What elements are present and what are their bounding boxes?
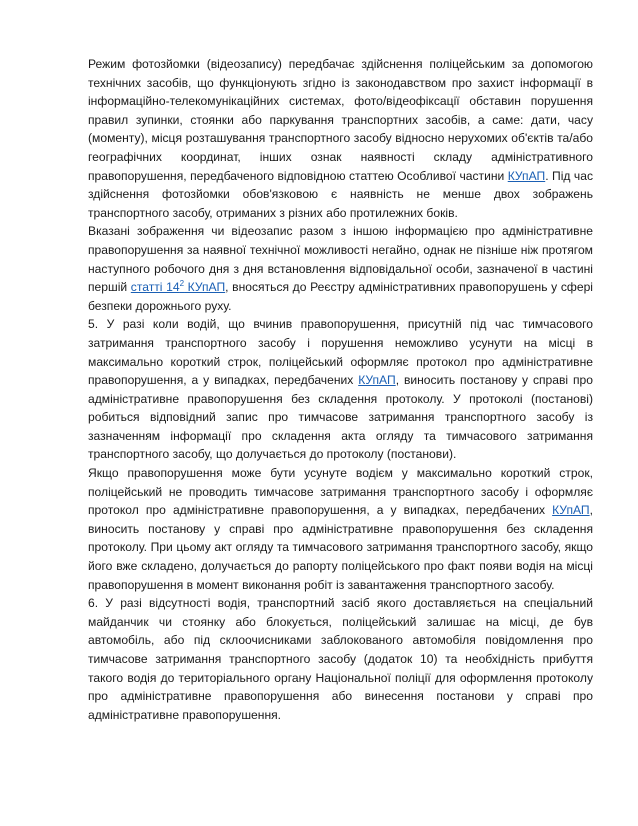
paragraph-text: Якщо правопорушення може бути усунуте водієм у максимально короткий строк, поліцейський не проводить тимчасове затримання транспортного засобу і оформляє протокол про адміністративне правопорушення, а у випадках, передбачених — [88, 466, 593, 518]
article-14-2-kupap-link[interactable] — [131, 280, 225, 294]
paragraph-photo-recording — [88, 55, 593, 222]
paragraph-section-6 — [88, 594, 593, 724]
superscript: 2 — [179, 279, 185, 289]
paragraph-text: , вносяться до Реєстру адміністративних правопорушень у сфері безпеки дорожнього руху. — [88, 280, 593, 313]
paragraph-text: 6. У разі відсутності водія, транспортний засіб якого доставляється на спеціальний майданчик чи стоянку або блокується, поліцейський залишає на місці, де був автомобіль, або під склоочисниками заблокованого автомобіля повідомлення про тимчасове затримання транспортного засобу (додаток 10) та необхідність прибуття такого водія до територіального органу Національної поліції для оформлення протоколу про адміністративне правопорушення або винесення постанови у справі про адміністративне правопорушення. — [88, 596, 593, 722]
paragraph-text: . Під час здійснення фотозйомки обов'язковою є наявність не менше двох зображень транспортного засобу, отриманих з різних або протилежних боків. — [88, 168, 593, 220]
paragraph-text: 5. У разі коли водій, що вчинив правопорушення, присутній під час тимчасового затримання транспортного засобу і порушення неможливо усунути на місці в максимально короткий строк, поліцейський оформляє протокол про адміністративне правопорушення, а у випадках, передбачених — [88, 317, 593, 388]
paragraph-registry — [88, 222, 593, 315]
paragraph-text: , виносить постанову у справі про адміністративне правопорушення без складення протоколу. У протоколі (постанові) робиться відповідний запис про тимчасове затримання транспортного засобу із зазначенням інформації про складення акта огляду та тимчасового затримання транспортного засобу, що долучається до протоколу (постанови). — [88, 373, 593, 462]
kupap-link[interactable]: КУпАП — [507, 168, 546, 183]
paragraph-text: Вказані зображення чи відеозапис разом з іншою інформацією про адміністративне правопорушення за наявної технічної можливості негайно, однак не пізніше ніж протягом наступного робочого дня з дня встановлення відповідальної особи, зазначеної в частині першій — [88, 224, 593, 295]
document-body — [88, 55, 593, 724]
kupap-link[interactable]: КУпАП — [552, 503, 590, 518]
link-text: статті 14 — [130, 280, 180, 295]
paragraph-text: Режим фотозйомки (відеозапису) передбачає здійснення поліцейським за допомогою технічних засобів, що функціонують згідно із законодавством про захист інформації в інформаційно-телекомунікаційних системах, фото/відеофіксації обставин порушення правил зупинки, стоянки або паркування транспортних засобів, а саме: дати, часу (моменту), місця розташування транспортного засобу відносно нерухомих об'єктів та/або географічних координат, інших ознак наявності складу адміністративного правопорушення, передбаченого відповідною статтею Особливої частини — [88, 57, 593, 183]
paragraph-section-5 — [88, 315, 593, 464]
paragraph-violation-removed — [88, 464, 593, 594]
link-text-tail: КУпАП — [184, 280, 226, 295]
kupap-link[interactable]: КУпАП — [358, 373, 396, 388]
paragraph-text: , виносить постанову у справі про адміністративне правопорушення без складення протоколу. При цьому акт огляду та тимчасового затримання транспортного засобу, якщо його вже складено, долучається до рапорту поліцейського про факт появи водія на місці правопорушення в момент виконання робіт із завантаження транспортного засобу. — [88, 503, 593, 592]
